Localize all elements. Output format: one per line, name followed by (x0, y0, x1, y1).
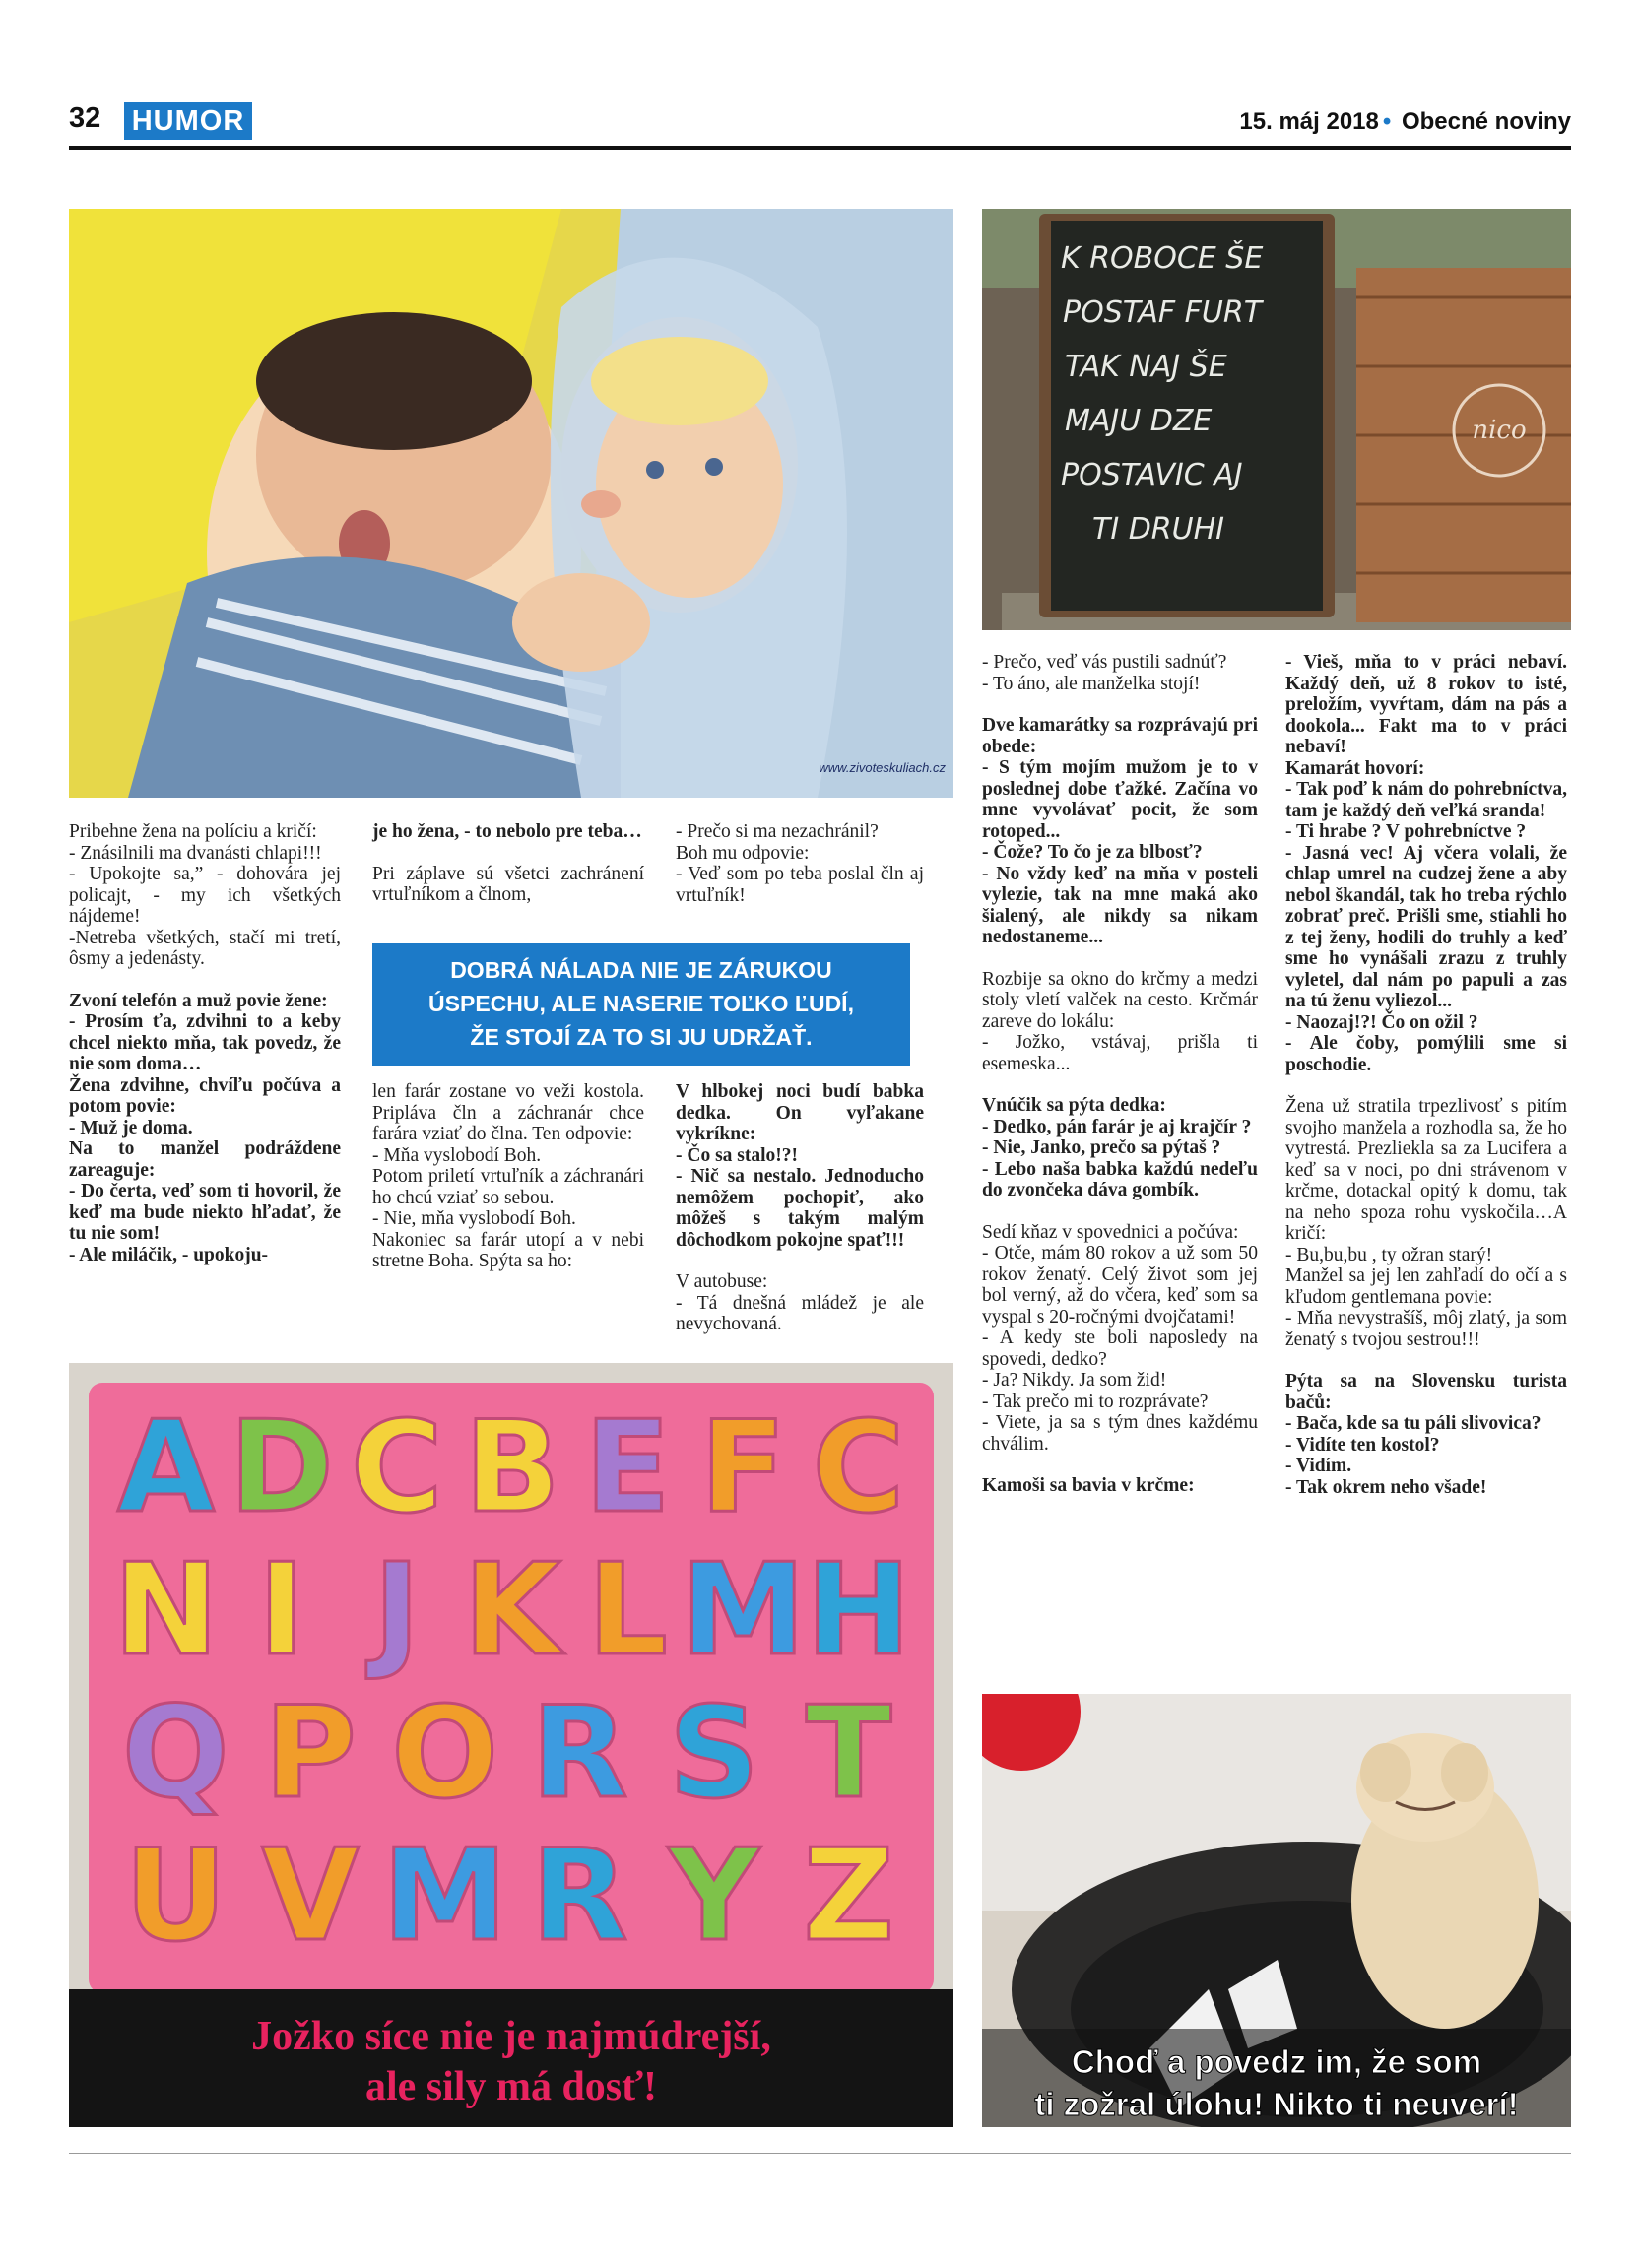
chalk-line-2: POSTAF FURT (1063, 295, 1263, 330)
joke-paragraph: Rozbije sa okno do krčmy a medzi stoly vletí valček na cesto. Krčmár zareve do lokálu: (982, 968, 1258, 1032)
column-3-top-jokes (676, 821, 924, 906)
joke-paragraph: - Ja? Nikdy. Ja som žid! (982, 1370, 1167, 1391)
column-4-jokes (982, 652, 1258, 1497)
joke-paragraph: - Čože? To čo je za blbosť? (982, 842, 1203, 863)
joke-paragraph: Kamoši sa bavia v krčme: (982, 1475, 1195, 1496)
dog-photo (982, 1694, 1571, 2127)
publication-name: Obecné noviny (1401, 108, 1571, 135)
joke-paragraph: - Dedko, pán farár je aj krajčír ? (982, 1116, 1252, 1137)
puzzle-letter: D (229, 1394, 334, 1541)
puzzle-letter: U (124, 1823, 228, 1970)
puzzle-letter: Q (121, 1680, 230, 1827)
joke-paragraph: - Tá dnešná mládež je ale nevychovaná. (676, 1292, 924, 1334)
joke-paragraph: - Vidíte ten kostol? (1285, 1434, 1440, 1456)
joke-paragraph: - Čo sa stalo!?! (676, 1144, 799, 1166)
joke-paragraph: - Tak prečo mi to rozprávate? (982, 1391, 1209, 1412)
joke-paragraph: Pýta sa na Slovensku turista bačů: (1285, 1371, 1567, 1413)
alphabet-puzzle-photo (69, 1363, 953, 2127)
joke-paragraph: - Jožko, vstávaj, prišla ti esemeska... (982, 1032, 1258, 1074)
chalkboard-photo (982, 209, 1571, 630)
column-3-bottom-jokes (676, 1081, 924, 1335)
column-2-bottom-jokes (372, 1081, 644, 1272)
joke-paragraph: V autobuse: (676, 1271, 768, 1292)
joke-paragraph: - Otče, mám 80 rokov a už som 50 rokov ženatý. Celý život som jej bol verný, až do včera, keď som sa vyspal s 20-ročnými dvojčatami! (982, 1243, 1258, 1328)
joke-paragraph: Pribehne žena na políciu a kričí: (69, 821, 317, 842)
joke-paragraph: - Znásilnili ma dvanásti chlapi!!! (69, 842, 322, 864)
joke-paragraph: Boh mu odpovie: (676, 842, 810, 864)
joke-paragraph: - Nič sa nestalo. Jednoducho nemôžem pochopiť, ako môžeš s takým malým dôchodkom pokojne spať!!! (676, 1166, 924, 1251)
issue-date: 15. máj 2018 (1239, 108, 1379, 135)
joke-paragraph: Na to manžel podráždene zareaguje: (69, 1138, 341, 1181)
joke-paragraph: Žena zdvihne, chvíľu počúva a potom povie: (69, 1074, 341, 1117)
joke-paragraph: - Ti hrabe ? V pohrebníctve ? (1285, 821, 1527, 842)
joke-paragraph: Kamarát hovorí: (1285, 757, 1425, 779)
joke-paragraph: Potom priletí vrtuľník a záchranári ho chcú vziať so sebou. (372, 1166, 644, 1208)
joke-paragraph: - Muž je doma. (69, 1117, 193, 1138)
joke-paragraph: - Lebo naša babka každú nedeľu do zvončeka dáva gombík. (982, 1158, 1258, 1200)
header-rule (69, 146, 1571, 150)
chalk-line-4: MAJU DZE (1065, 404, 1213, 438)
chalk-line-1: K ROBOCE ŠE (1061, 241, 1264, 276)
joke-paragraph: - Mňa nevystrašíš, môj zlatý, ja som ženatý s tvojou sestrou!!! (1285, 1308, 1567, 1350)
joke-paragraph: - Prosím ťa, zdvihni to a keby chcel niekto mňa, tak povedz, že nie som doma… (69, 1011, 341, 1074)
joke-paragraph: - No vždy keď na mňa v posteli vylezie, tak na mne maká ako šialený, ale nikdy sa nikam nedostaneme... (982, 863, 1258, 947)
joke-paragraph: - Tak okrem neho všade! (1285, 1476, 1487, 1498)
dog-caption-line-1: Choď a povedz im, že som (1071, 2043, 1482, 2080)
joke-paragraph: - S tým mojím mužom je to v poslednej dobe ťažké. Začína vo mne vyvolávať pocit, že som rotoped... (982, 757, 1258, 842)
puzzle-letter: J (373, 1537, 421, 1684)
joke-paragraph: - Viete, ja sa s tým dnes každému chválim. (982, 1412, 1258, 1455)
header-dateline (1239, 108, 1571, 136)
joke-paragraph: Pri záplave sú všetci zachránení vrtuľníkom a člnom, (372, 863, 644, 905)
quote-line-1: DOBRÁ NÁLADA NIE JE ZÁRUKOU (450, 957, 832, 983)
puzzle-letter: O (391, 1680, 499, 1827)
joke-paragraph: -Netreba všetkých, stačí mi tretí, ôsmy a jedenásty. (69, 927, 341, 969)
joke-paragraph: Sedí kňaz v spovednici a počúva: (982, 1221, 1239, 1243)
joke-paragraph: - Vidím. (1285, 1456, 1352, 1476)
page-number: 32 (69, 102, 101, 134)
joke-paragraph: - Tak poď k nám do pohrebníctva, tam je každý deň veľká sranda! (1285, 779, 1567, 821)
joke-paragraph: - Vieš, mňa to v práci nebaví. Každý deň, už 8 rokov to isté, preložím, vyvŕtam, dám na pás a dookola... Fakt ma to v práci nebaví! (1285, 652, 1567, 757)
joke-paragraph: - Bu,bu,bu , ty ožran starý! (1285, 1244, 1493, 1265)
joke-paragraph: Vnúčik sa pýta dedka: (982, 1095, 1166, 1116)
footer-rule (69, 2153, 1571, 2154)
planter-logo: nico (1472, 416, 1527, 445)
puzzle-letter: S (668, 1680, 760, 1827)
puzzle-letter: M (680, 1537, 806, 1684)
joke-paragraph: - Ale čoby, pomýlili sme si poschodie. (1285, 1033, 1567, 1075)
puzzle-letter: C (812, 1394, 905, 1541)
quote-line-3: ŽE STOJÍ ZA TO SI JU UDRŽAŤ. (470, 1024, 813, 1050)
joke-paragraph: - Do čerta, veď som ti hovoril, že keď ma bude niekto hľadať, že tu nie som! (69, 1181, 341, 1244)
puzzle-letter: N (113, 1537, 220, 1684)
joke-paragraph: - A kedy ste boli naposledy na spovedi, dedko? (982, 1328, 1258, 1370)
joke-paragraph: - Prečo, veď vás pustili sadnúť? (982, 652, 1227, 673)
column-5-jokes (1285, 652, 1567, 1498)
joke-paragraph: - To áno, ale manželka stojí! (982, 673, 1201, 694)
puzzle-letter: H (805, 1537, 911, 1684)
chalk-line-5: POSTAVIC AJ (1061, 458, 1243, 492)
puzzle-letter: P (264, 1680, 357, 1827)
joke-paragraph: - Jasná vec! Aj včera volali, že chlap umrel na cudzej žene a aby nebol škandál, tak ho treba rýchlo zobrať preč. Prišli sme, stiahli ho z tej ženy, hodili do truhly a keď sme ho vynášali zrazu z truhly vyletel, dal nám po papuli a zas na tú ženu vyliezol... (1285, 842, 1567, 1011)
babies-photo (69, 209, 953, 798)
quote-box (372, 943, 910, 1066)
puzzle-letter: F (699, 1394, 787, 1541)
puzzle-letter: T (806, 1680, 892, 1827)
joke-paragraph: Žena už stratila trpezlivosť s pitím svojho manžela a rozhodla sa, že ho vytrestá. Prezliekla sa za Lucifera a keď sa v noci, po dni strávenom v krčme, dotackal opitý k domu, tak na neho spoza rohu vyskočila…A kričí: (1285, 1096, 1567, 1244)
column-2-top-jokes (372, 821, 644, 906)
puzzle-letter: B (464, 1394, 560, 1541)
puzzle-letter: K (463, 1537, 561, 1684)
quote-line-2: ÚSPECHU, ALE NASERIE TOĽKO ĽUDÍ, (428, 991, 854, 1016)
joke-paragraph: Zvoní telefón a muž povie žene: (69, 990, 328, 1011)
puzzle-letter: I (257, 1537, 305, 1684)
joke-paragraph: - Mňa vyslobodí Boh. (372, 1144, 542, 1166)
joke-paragraph: - Nie, mňa vyslobodí Boh. (372, 1208, 576, 1229)
puzzle-caption-line-2: ale sily má dosť! (364, 2064, 658, 2109)
joke-paragraph: - Bača, kde sa tu páli slivovica? (1285, 1413, 1542, 1434)
section-label: HUMOR (124, 102, 252, 140)
puzzle-letter: L (587, 1537, 668, 1684)
joke-paragraph: - Upokojte sa,” - dohovára jej policajt, - my ich všetkých nájdeme! (69, 864, 341, 927)
joke-paragraph: Dve kamarátky sa rozprávajú pri obede: (982, 715, 1258, 757)
photo-watermark: www.zivoteskuliach.cz (819, 760, 946, 775)
column-1-jokes (69, 821, 341, 1265)
chalk-line-6: TI DRUHI (1092, 512, 1225, 547)
joke-paragraph: je ho žena, - to nebolo pre teba… (372, 821, 642, 842)
puzzle-letter: E (584, 1394, 671, 1541)
joke-paragraph: - Prečo si ma nezachránil? (676, 821, 879, 842)
joke-paragraph: Manžel sa jej len zahľadí do očí a s kľudom gentlemana povie: (1285, 1265, 1567, 1308)
chalk-line-3: TAK NAJ ŠE (1065, 350, 1227, 384)
puzzle-letter: A (117, 1394, 216, 1541)
joke-paragraph: V hlbokej noci budí babka dedka. On vyľakane vykríkne: (676, 1081, 924, 1144)
bullet-separator: • (1382, 108, 1392, 135)
puzzle-letter: R (531, 1680, 628, 1827)
dog-caption-line-2: ti zožral úlohu! Nikto ti neuverí! (1034, 2086, 1519, 2122)
puzzle-letter: V (261, 1823, 360, 1970)
puzzle-letter: R (531, 1823, 628, 1970)
puzzle-letter: M (381, 1823, 508, 1970)
puzzle-caption-line-1: Jožko síce nie je najmúdrejší, (251, 2014, 771, 2059)
joke-paragraph: - Ale miláčik, - upokoju- (69, 1244, 269, 1265)
joke-paragraph: - Veď som po teba poslal čln aj vrtuľník! (676, 864, 924, 906)
puzzle-letter: Z (803, 1823, 895, 1970)
puzzle-letter: C (350, 1394, 443, 1541)
puzzle-letter: Y (668, 1823, 760, 1970)
joke-paragraph: len farár zostane vo veži kostola. Pripláva čln a záchranár chce farára vziať do člna. Ten odpovie: (372, 1081, 644, 1144)
joke-paragraph: - Nie, Janko, prečo sa pýtaš ? (982, 1137, 1221, 1158)
joke-paragraph: - Naozaj!?! Čo on ožil ? (1285, 1011, 1478, 1033)
joke-paragraph: Nakoniec sa farár utopí a v nebi stretne Boha. Spýta sa ho: (372, 1229, 644, 1271)
